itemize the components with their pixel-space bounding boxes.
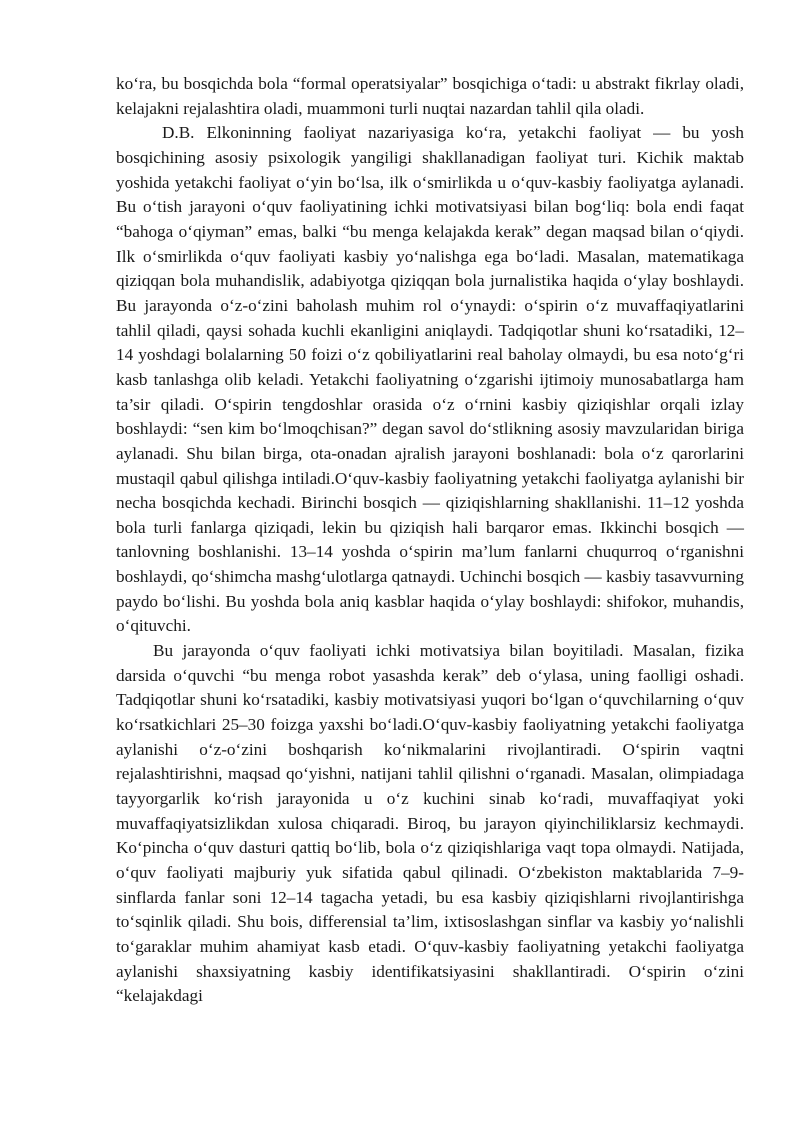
- paragraph-internal-motivation: Bu jarayonda o‘quv faoliyati ichki motivatsiya bilan boyitiladi. Masalan, fizika darsida o‘quvchi “bu menga robot yasashda kerak” deb o‘ylasa, uning faolligi oshadi. Tadqiqotlar shuni ko‘rsatadiki, kasbiy motivatsiyasi yuqori bo‘lgan o‘quvchilarning o‘quv ko‘rsatkichlari 25–30 foizga yaxshi bo‘ladi.O‘quv-kasbiy faoliyatning yetakchi faoliyatga aylanishi o‘z-o‘zini boshqarish ko‘nikmalarini rivojlantiradi. O‘spirin vaqtni rejalashtirishni, maqsad qo‘yishni, natijani tahlil qilishni o‘rganadi. Masalan, olimpiadaga tayyorgarlik ko‘rish jarayonida u o‘z kuchini sinab ko‘radi, muvaffaqiyat yoki muvaffaqiyatsizlikdan xulosa chiqaradi. Biroq, bu jarayon qiyinchiliklarsiz kechmaydi. Ko‘pincha o‘quv dasturi qattiq bo‘lib, bola o‘z qiziqishlariga vaqt topa olmaydi. Natijada, o‘quv faoliyati majburiy yuk sifatida qabul qilinadi. O‘zbekiston maktablarida 7–9-sinflarda fanlar soni 12–14 tagacha yetadi, bu esa kasbiy qiziqishlarni rivojlantirishga to‘sqinlik qiladi. Shu bois, differensial ta’lim, ixtisoslashgan sinflar va kasbiy yo‘nalishli to‘garaklar muhim ahamiyat kasb etadi. O‘quv-kasbiy faoliyatning yetakchi faoliyatga aylanishi shaxsiyatning kasbiy identifikatsiyasini shakllantiradi. O‘spirin o‘zini “kelajakdagi: [116, 641, 744, 1006]
- paragraph-elkonin-theory: D.B. Elkoninning faoliyat nazariyasiga ko‘ra, yetakchi faoliyat — bu yosh bosqichining asosiy psixologik yangiligi shakllanadigan faoliyat turi. Kichik maktab yoshida yetakchi faoliyat o‘yin bo‘lsa, ilk o‘smirlikda u o‘quv-kasbiy faoliyatga aylanadi. Bu o‘tish jarayoni o‘quv faoliyatining ichki motivatsiyasi bilan bog‘liq: bola endi faqat “bahoga o‘qiyman” emas, balki “bu menga kelajakda kerak” degan maqsad bilan o‘qiydi. Ilk o‘smirlikda o‘quv faoliyati kasbiy yo‘nalishga ega bo‘ladi. Masalan, matematikaga qiziqqan bola muhandislik, adabiyotga qiziqqan bola jurnalistika haqida o‘ylay boshlaydi. Bu jarayonda o‘z-o‘zini baholash muhim rol o‘ynaydi: o‘spirin o‘z muvaffaqiyatlarini tahlil qiladi, qaysi sohada kuchli ekanligini aniqlaydi. Tadqiqotlar shuni ko‘rsatadiki, 12–14 yoshdagi bolalarning 50 foizi o‘z qobiliyatlarini real baholay olmaydi, bu esa noto‘g‘ri kasb tanlashga olib keladi. Yetakchi faoliyatning o‘zgarishi ijtimoiy munosabatlarga ham ta’sir qiladi. O‘spirin tengdoshlar orasida o‘z o‘rnini kasbiy qiziqishlar orqali izlay boshlaydi: “sen kim bo‘lmoqchisan?” degan savol do‘stlikning asosiy mavzularidan biriga aylanadi. Shu bilan birga, ota-onadan ajralish jarayoni boshlanadi: bola o‘z qarorlarini mustaqil qabul qilishga intiladi.O‘quv-kasbiy faoliyatning yetakchi faoliyatga aylanishi bir necha bosqichda kechadi. Birinchi bosqich — qiziqishlarning shakllanishi. 11–12 yoshda bola turli fanlarga qiziqadi, lekin bu qiziqish hali barqaror emas. Ikkinchi bosqich — tanlovning boshlanishi. 13–14 yoshda o‘spirin ma’lum fanlarni chuqurroq o‘rganishni boshlaydi, qo‘shimcha mashg‘ulotlarga qatnaydi. Uchinchi bosqich — kasbiy tasavvurning paydo bo‘lishi. Bu yoshda bola aniq kasblar haqida o‘ylay boshlaydi: shifokor, muhandis, o‘qituvchi.: [116, 123, 744, 636]
- paragraph-continuation: ko‘ra, bu bosqichda bola “formal operatsiyalar” bosqichiga o‘tadi: u abstrakt fikrlay oladi, kelajakni rejalashtira oladi, muammoni turli nuqtai nazardan tahlil qila oladi.: [116, 74, 744, 118]
- document-body: [116, 72, 744, 1009]
